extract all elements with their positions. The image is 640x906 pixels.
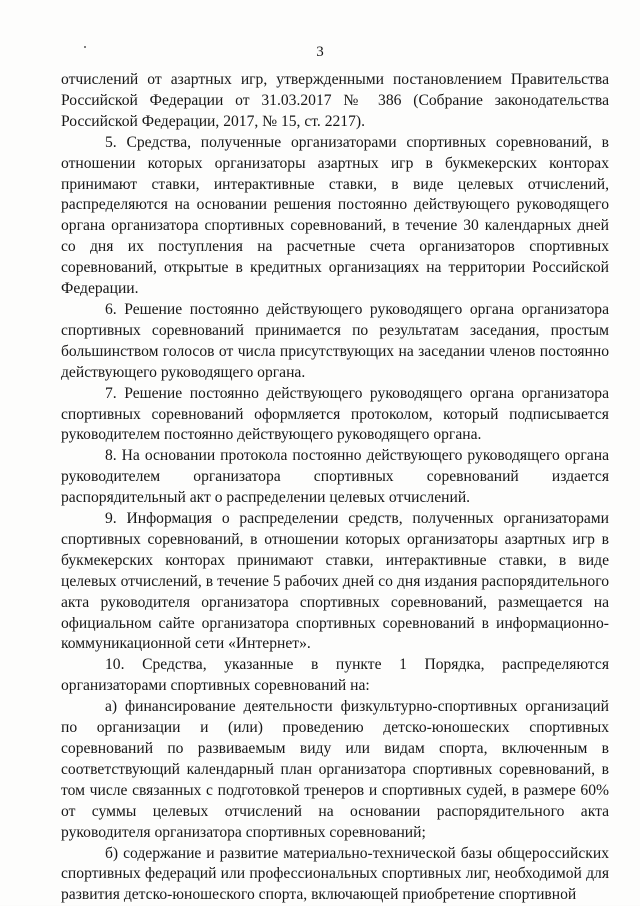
- paragraph-7: 7. Решение постоянно действующего руководящего органа организатора спортивных соревнований оформляется протоколом, который подписывается руководителем постоянно действующего руководящего органа.: [61, 384, 609, 444]
- document-body: [61, 70, 609, 906]
- paragraph-5: 5. Средства, полученные организаторами спортивных соревнований, в отношении которых организаторы азартных игр в букмекерских конторах принимают ставки, интерактивные ставки, в виде целевых отчислений, распределяются на основании решения постоянно действующего руководящего органа организатора спортивных соревнований, в течение 30 календарных дней со дня их поступления на расчетные счета организаторов спортивных соревнований, открытые в кредитных организациях на территории Российской Федерации.: [61, 133, 609, 298]
- paragraph-continuation: отчислений от азартных игр, утвержденными постановлением Правительства Российской Федерации от 31.03.2017 № 386 (Собрание законодательства Российской Федерации, 2017, № 15, ст. 2217).: [61, 71, 609, 130]
- paragraph-10-b: б) содержание и развитие материально-технической базы общероссийских спортивных федераций или профессиональных спортивных лиг, необходимой для развития детско-юношеского спорта, включающей приобретение спортивной: [61, 844, 609, 904]
- page-number: 3: [316, 44, 324, 60]
- paragraph-6: 6. Решение постоянно действующего руководящего органа организатора спортивных соревнований принимается по результатам заседания, простым большинством голосов от числа присутствующих на заседании членов постоянно действующего руководящего органа.: [61, 300, 609, 381]
- paragraph-10: 10. Средства, указанные в пункте 1 Порядка, распределяются организаторами спортивных соревнований на:: [61, 656, 609, 695]
- paragraph-10-a: а) финансирование деятельности физкультурно-спортивных организаций по организации и (или) проведению детско-юношеских спортивных соревнований по развиваемым виду или видам спорта, включенным в соответствующий календарный план организатора спортивных соревнований, в том числе связанных с подготовкой тренеров и спортивных судей, в размере 60% от суммы целевых отчислений на основании распорядительного акта руководителя организатора спортивных соревнований;: [61, 698, 609, 841]
- paragraph-9: 9. Информация о распределении средств, полученных организаторами спортивных соревнований, в отношении которых организаторы азартных игр в букмекерских конторах принимают ставки, интерактивные ставки, в виде целевых отчислений, в течение 5 рабочих дней со дня издания распорядительного акта руководителя организатора спортивных соревнований, размещается на официальном сайте организатора спортивных соревнований в информационно-коммуникационной сети «Интернет».: [61, 510, 609, 653]
- paragraph-8: 8. На основании протокола постоянно действующего руководящего органа руководителем организатора спортивных соревнований издается распорядительный акт о распределении целевых отчислений.: [61, 447, 609, 507]
